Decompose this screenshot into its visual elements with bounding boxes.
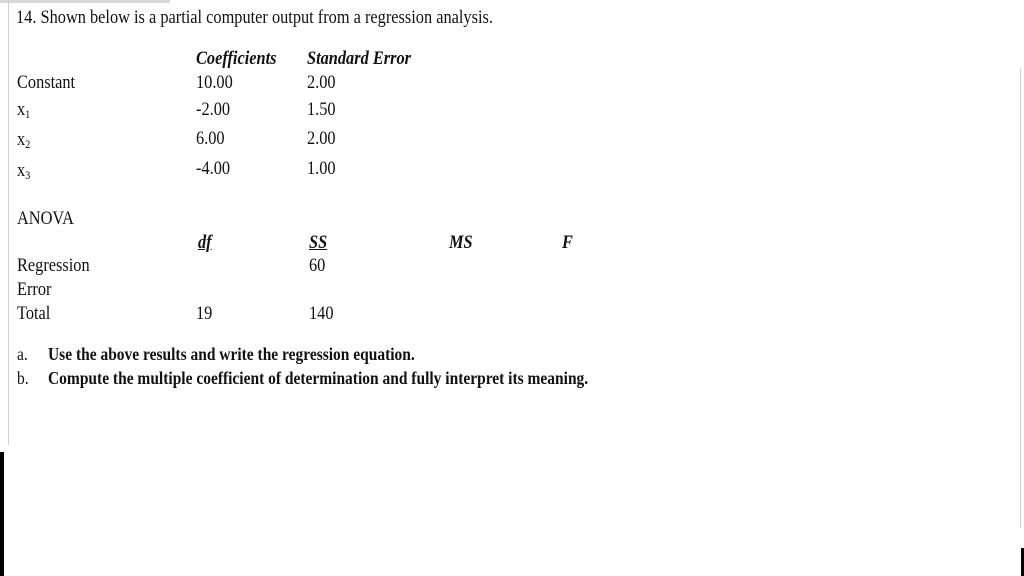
anova-f-header: F — [562, 232, 573, 253]
anova-ss-header: SS — [309, 232, 328, 253]
anova-regression-ss: 60 — [309, 255, 326, 276]
coefficient-constant: 10.00 — [196, 72, 233, 93]
row-label-x1: $x_1$ — [17, 99, 31, 121]
anova-row-regression-label: Regression — [17, 255, 90, 276]
right-edge-line — [1020, 68, 1021, 528]
question-text: Shown below is a partial computer output from a regression analysis. — [40, 7, 493, 28]
part-a-letter: a. — [17, 344, 28, 364]
std-error-x3: 1.00 — [307, 158, 336, 179]
anova-ms-header: MS — [449, 232, 473, 253]
anova-df-header: df — [198, 232, 212, 253]
left-black-bar — [0, 452, 4, 576]
row-label-x3: $x_3$ — [17, 160, 31, 182]
question-heading — [16, 7, 493, 29]
question-number: 14. — [16, 7, 37, 28]
anova-row-error-label: Error — [17, 279, 52, 300]
part-b-letter: b. — [17, 368, 29, 388]
left-edge-line — [8, 0, 9, 445]
anova-total-ss: 140 — [309, 303, 334, 324]
row-label-constant: Constant — [17, 72, 76, 93]
standard-error-header: Standard Error — [307, 48, 411, 69]
anova-total-df: 19 — [196, 303, 213, 324]
part-b-text: Compute the multiple coefficient of determination and fully interpret its meaning. — [48, 368, 589, 388]
coefficient-x2: 6.00 — [196, 128, 225, 149]
coefficients-header: Coefficients — [196, 48, 277, 69]
std-error-constant: 2.00 — [307, 72, 336, 93]
row-label-x2: $x_2$ — [17, 129, 31, 151]
std-error-x2: 2.00 — [307, 128, 336, 149]
part-a-text: Use the above results and write the regression equation. — [48, 344, 415, 364]
anova-title: ANOVA — [17, 208, 74, 229]
top-edge-line — [0, 0, 170, 3]
coefficient-x1: -2.00 — [196, 99, 231, 120]
coefficient-x3: -4.00 — [196, 158, 231, 179]
anova-row-total-label: Total — [17, 303, 51, 324]
std-error-x1: 1.50 — [307, 99, 336, 120]
